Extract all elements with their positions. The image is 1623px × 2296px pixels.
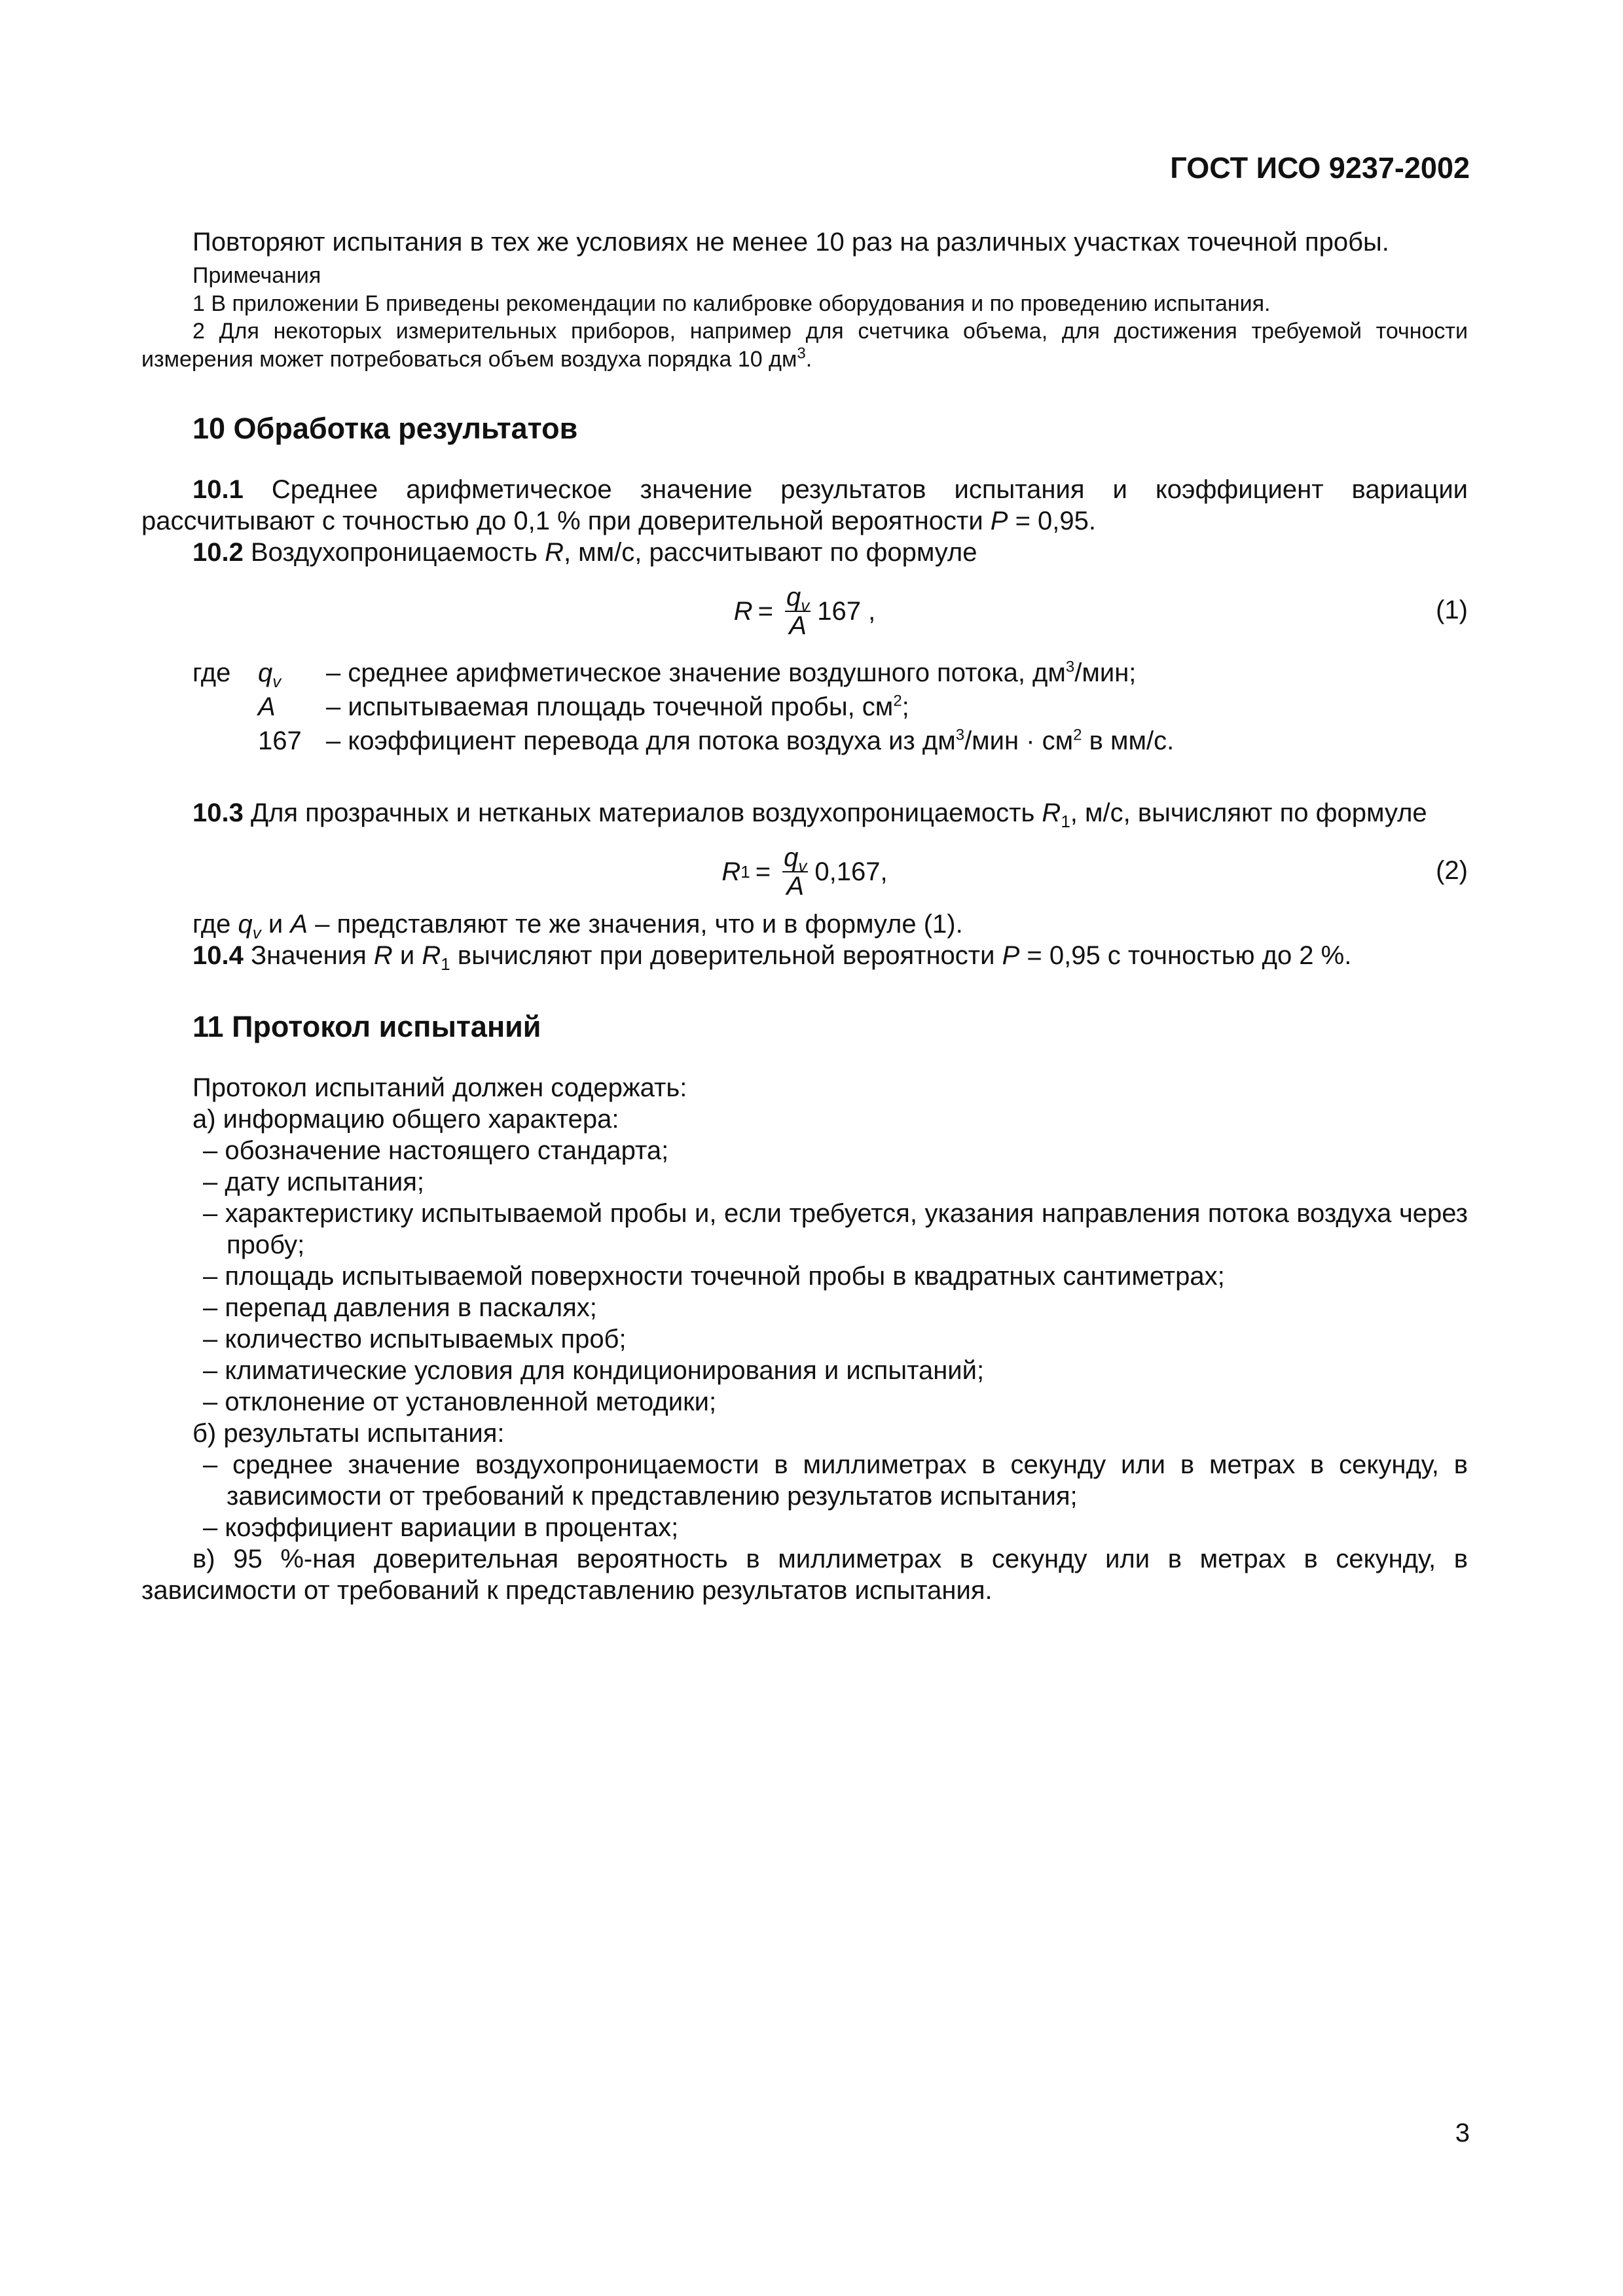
where-row-167: 167 – коэффициент перевода для потока воздуха из $дм^3$/мин · $см^2$ в мм/с. bbox=[258, 726, 1175, 755]
list-item: – коэффициент вариации в процентах; bbox=[203, 1513, 679, 1542]
list-item: – характеристику испытываемой пробы и, если требуется, указания направления потока воздуха через пробу; bbox=[203, 1199, 1468, 1259]
list-item: – перепад давления в паскалях; bbox=[203, 1293, 597, 1322]
note-2: 2 Для некоторых измерительных приборов, например для счетчика объема, для достижения требуемой точности измерения может потребоваться объем воздуха порядка 10 $дм^3$. bbox=[141, 319, 1468, 372]
protocol-b-title: б) результаты испытания: bbox=[192, 1419, 505, 1448]
formula-2-equals: = bbox=[755, 857, 771, 886]
section-11-title: 11 Протокол испытаний bbox=[192, 1010, 541, 1043]
formula-2-fraction: $\frac{q_v}{A}$ bbox=[784, 843, 807, 901]
formula-1-factor: 167 , bbox=[817, 597, 876, 626]
where-table bbox=[141, 656, 1174, 758]
paragraph-10-2: 10.2 Воздухопроницаемость R, мм/с, рассчитывают по формуле bbox=[192, 538, 977, 567]
paragraph-10-4: 10.4 Значения R и $R_1$ вычисляют при доверительной вероятности P = 0,95 с точностью до 2 %. bbox=[192, 941, 1352, 974]
protocol-a-title: а) информацию общего характера: bbox=[192, 1105, 619, 1134]
page-number: 3 bbox=[1455, 2119, 1470, 2147]
formula-1-lhs: R bbox=[733, 597, 753, 626]
list-item: – дату испытания; bbox=[203, 1168, 425, 1196]
formula-2-label: (2) bbox=[1436, 856, 1468, 885]
paragraph-10-1: 10.1 Среднее арифметическое значение результатов испытания и коэффициент вариации рассчитывают с точностью до 0,1 % при доверительной вероятности P = 0,95. bbox=[141, 475, 1468, 535]
list-item: – отклонение от установленной методики; bbox=[203, 1388, 717, 1416]
formula-2: R 1 = $\frac{q_v}{A}$ 0,167, (2) bbox=[721, 843, 1468, 901]
where-row-qv: где $q_v$ – среднее арифметическое значение воздушного потока, $дм^3$/мин; bbox=[192, 658, 1137, 691]
where-row-a: A – испытываемая площадь точечной пробы, $см^2$; bbox=[258, 692, 909, 721]
list-item: – среднее значение воздухопроницаемости в миллиметрах в секунду или в метрах в секунду, в зависимости от требований к представлению результатов испытания; bbox=[203, 1450, 1468, 1511]
list-item: – обозначение настоящего стандарта; bbox=[203, 1136, 669, 1165]
formula-1-label: (1) bbox=[1436, 596, 1468, 624]
protocol-list bbox=[141, 1072, 1468, 1606]
formula-1 bbox=[141, 579, 1468, 644]
note-1: 1 В приложении Б приведены рекомендации по калибровке оборудования и по проведению испытания. bbox=[192, 291, 1271, 316]
notes-title: Примечания bbox=[192, 263, 321, 288]
paragraph-10-3: 10.3 Для прозрачных и нетканых материалов воздухопроницаемость $R_1$, м/с, вычисляют по формуле bbox=[192, 798, 1427, 831]
formula-1-equals: = bbox=[757, 597, 774, 626]
formula-1-fraction: $\frac{q_v}{A}$ bbox=[786, 583, 810, 640]
protocol-c-item: в) 95 %-ная доверительная вероятность в миллиметрах в секунду или в метрах в секунду, в зависимости от требований к представлению результатов испытания. bbox=[141, 1545, 1468, 1605]
formula-2-lhs: R bbox=[721, 857, 741, 886]
protocol-lead: Протокол испытаний должен содержать: bbox=[192, 1073, 687, 1102]
formula-2-factor: 0,167, bbox=[814, 857, 888, 886]
repeat-paragraph: Повторяют испытания в тех же условиях не менее 10 раз на различных участках точечной пробы. bbox=[192, 228, 1389, 257]
where-2-paragraph: где $q_v$ и A – представляют те же значения, что и в формуле (1). bbox=[192, 910, 963, 942]
list-item: – климатические условия для кондиционирования и испытаний; bbox=[203, 1356, 985, 1385]
section-10-title: 10 Обработка результатов bbox=[192, 412, 578, 445]
document-code: ГОСТ ИСО 9237-2002 bbox=[1170, 151, 1470, 185]
list-item: – площадь испытываемой поверхности точечной пробы в квадратных сантиметрах; bbox=[203, 1262, 1225, 1291]
list-item: – количество испытываемых проб; bbox=[203, 1325, 627, 1354]
page-content bbox=[141, 226, 1468, 1606]
